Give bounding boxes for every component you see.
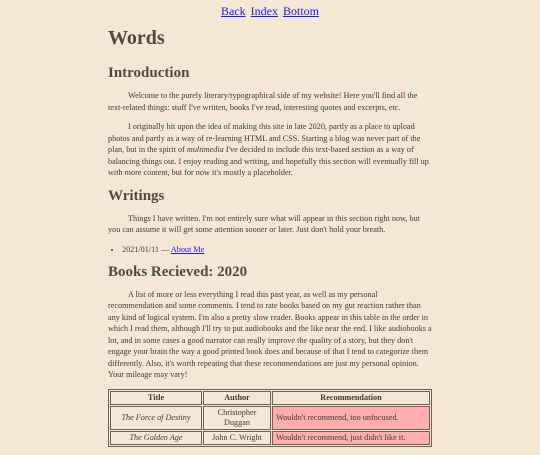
introduction-paragraph-2	[108, 121, 432, 179]
books-paragraph: A list of more or less everything I read this past year, as well as my personal recommendation and some comments. I tend to rate books based on my gut reaction rather than any kind of logical system. I'm also a pretty slow reader. Books appear in this table in the order in which I read them, although I'll try to put audiobooks and the like near the end. I like audiobooks a lot, and in some cases a good narrator can really improve the quality of a story, but they don't engage your brain the way a good printed book does and because of that I tend to categorize them differently. Also, it's worth repeating that these recommendations are just my personal opinion. Your mileage may vary!	[108, 289, 432, 379]
column-header-author: Author	[203, 391, 271, 405]
book-recommendation: Wouldn't recommend, too unfocused.	[272, 406, 430, 430]
introduction-section	[108, 64, 432, 179]
intro-p2-end: I've decided to include this text-based section as a way of balancing things out. I enjoy reading and writing, and hopefully this section will eventually fill up with more content, but for now it's mostly a placeholder.	[108, 145, 429, 177]
table-row	[110, 406, 430, 430]
writings-section	[108, 187, 432, 255]
writing-date: 2021/01/11 —	[122, 244, 171, 254]
book-title: The Force of Destiny	[110, 406, 202, 430]
introduction-paragraph-1: Welcome to the purely literary/typographical side of my website! Here you'll find all the text-related things: stuff I've written, books I've read, interesting quotes and excerpts, etc.	[108, 91, 418, 112]
writings-heading: Writings	[108, 187, 165, 204]
book-author: Christopher Duggan	[203, 406, 271, 430]
writings-list	[108, 244, 432, 255]
multimedia-emphasis: multimedia	[186, 145, 224, 154]
books-heading: Books Recieved: 2020	[108, 263, 248, 280]
page-title: Words	[108, 27, 165, 49]
books-section	[108, 263, 432, 447]
book-author: John C. Wright	[203, 431, 271, 445]
introduction-heading: Introduction	[108, 65, 190, 81]
back-link[interactable]: Back	[221, 4, 246, 18]
about-me-link[interactable]: About Me	[170, 244, 205, 254]
index-link[interactable]: Index	[250, 4, 278, 18]
intro-p2-start: I originally hit upon the idea of making this site in late 2020, partly as a place to upload photos and partly as a way of re-learning HTML and CSS. Starting a blog was never part of the plan, but in the spirit of	[108, 122, 421, 154]
top-navigation	[0, 4, 540, 19]
writings-paragraph: Things I have written. I'm not entirely sure what will appear in this section right now, but you can assume it will get some attention sooner or later. Just don't hold your breath.	[108, 213, 420, 234]
column-header-recommendation: Recommendation	[272, 391, 430, 405]
book-recommendation: Wouldn't recommend, just didn't like it.	[272, 431, 430, 445]
book-title: The Golden Age	[110, 431, 202, 445]
table-row	[110, 431, 430, 445]
column-header-title: Title	[110, 391, 202, 405]
main-content	[108, 26, 432, 455]
books-table	[108, 389, 432, 447]
table-header-row	[110, 391, 430, 405]
bottom-link[interactable]: Bottom	[282, 4, 319, 18]
list-item	[122, 244, 432, 255]
